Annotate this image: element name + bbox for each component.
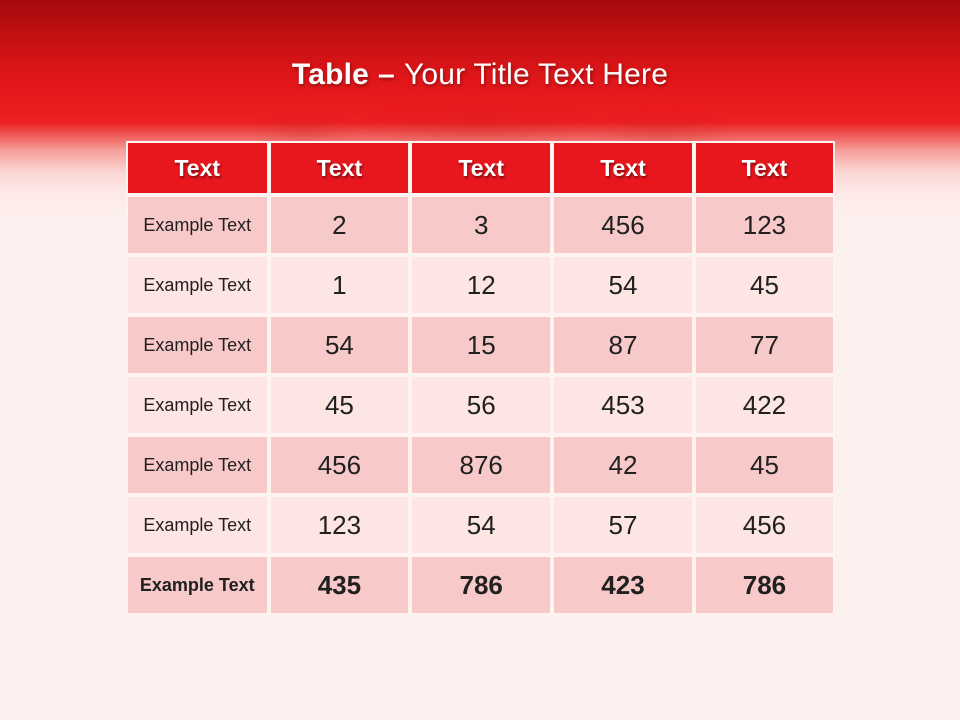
row-value-cell: 87: [552, 315, 694, 375]
row-value-cell: 456: [552, 195, 694, 255]
row-value-cell: 786: [694, 555, 835, 615]
row-value-cell: 15: [410, 315, 552, 375]
row-value-cell: 123: [269, 495, 411, 555]
table-header-cell: Text: [269, 141, 411, 195]
table-header-cell: Text: [552, 141, 694, 195]
table-row: [126, 495, 835, 555]
row-label-cell: Example Text: [126, 435, 269, 495]
row-value-cell: 54: [552, 255, 694, 315]
row-value-cell: 456: [269, 435, 411, 495]
table-header-cell: Text: [694, 141, 835, 195]
table-row: [126, 315, 835, 375]
row-value-cell: 786: [410, 555, 552, 615]
row-value-cell: 876: [410, 435, 552, 495]
table-header-row: [126, 141, 835, 195]
row-value-cell: 45: [269, 375, 411, 435]
row-value-cell: 453: [552, 375, 694, 435]
row-value-cell: 423: [552, 555, 694, 615]
row-value-cell: 42: [552, 435, 694, 495]
row-label-cell: Example Text: [126, 555, 269, 615]
slide-title-text: Your Title Text Here: [403, 58, 669, 92]
row-label-cell: Example Text: [126, 255, 269, 315]
row-value-cell: 45: [694, 435, 835, 495]
row-value-cell: 77: [694, 315, 835, 375]
slide-title: [0, 20, 960, 130]
row-value-cell: 422: [694, 375, 835, 435]
row-value-cell: 57: [552, 495, 694, 555]
row-value-cell: 3: [410, 195, 552, 255]
row-value-cell: 2: [269, 195, 411, 255]
data-table: [126, 141, 835, 615]
row-label-cell: Example Text: [126, 195, 269, 255]
table-row: [126, 435, 835, 495]
table-row: [126, 195, 835, 255]
slide-title-separator: –: [378, 58, 395, 92]
table-body: [126, 195, 835, 615]
row-value-cell: 54: [269, 315, 411, 375]
row-value-cell: 1: [269, 255, 411, 315]
row-value-cell: 435: [269, 555, 411, 615]
row-value-cell: 54: [410, 495, 552, 555]
row-value-cell: 12: [410, 255, 552, 315]
row-value-cell: 56: [410, 375, 552, 435]
table-header-cell: Text: [126, 141, 269, 195]
row-value-cell: 456: [694, 495, 835, 555]
row-label-cell: Example Text: [126, 375, 269, 435]
row-value-cell: 45: [694, 255, 835, 315]
table-row: [126, 555, 835, 615]
table-row: [126, 255, 835, 315]
row-value-cell: 123: [694, 195, 835, 255]
row-label-cell: Example Text: [126, 495, 269, 555]
row-label-cell: Example Text: [126, 315, 269, 375]
table-header-cell: Text: [410, 141, 552, 195]
slide-title-prefix: Table: [291, 58, 370, 92]
table-row: [126, 375, 835, 435]
